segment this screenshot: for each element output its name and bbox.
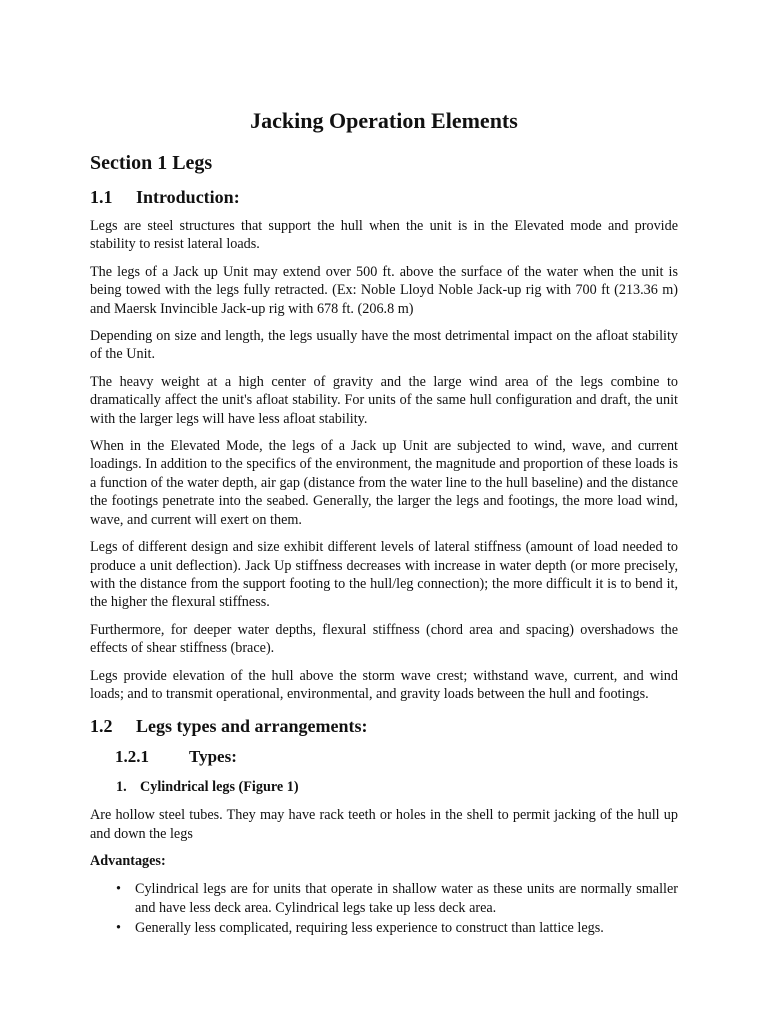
heading-text: Legs types and arrangements: <box>136 716 368 737</box>
heading-text: Introduction: <box>136 187 240 207</box>
document-title: Jacking Operation Elements <box>250 108 518 133</box>
advantages-label: Advantages: <box>90 853 166 870</box>
paragraph: Depending on size and length, the legs usually have the most detrimental impact on the afloat stability of the Unit. <box>90 328 678 363</box>
paragraph: Legs are steel structures that support the hull when the unit is in the Elevated mode and provide stability to resist lateral loads. <box>90 218 678 253</box>
heading-number: 1.2 <box>90 716 113 737</box>
advantages-list <box>90 880 678 937</box>
heading-number: 1.2.1 <box>115 747 149 767</box>
item-number: 1. <box>116 779 127 796</box>
item-title: Cylindrical legs (Figure 1) <box>140 779 299 796</box>
heading-number: 1.1 <box>90 187 113 207</box>
paragraph: Are hollow steel tubes. They may have rack teeth or holes in the shell to permit jacking of the hull up and down the legs <box>90 807 678 842</box>
paragraph: The heavy weight at a high center of gravity and the large wind area of the legs combine to dramatically affect the unit's afloat stability. For units of the same hull configuration and draft, the unit with the larger legs will have less afloat stability. <box>90 373 678 427</box>
list-item <box>90 880 678 917</box>
heading-1-2-1 <box>90 746 678 768</box>
paragraph: Legs of different design and size exhibit different levels of lateral stiffness (amount of load needed to produce a unit deflection). Jack Up stiffness decreases with increase in water depth (or more precisely, with the distance from the support footing to the hull/leg connection); the more difficult it is to bend it, the higher the flexural stiffness. <box>90 539 678 611</box>
numbered-item-heading <box>90 778 678 796</box>
paragraph: Legs provide elevation of the hull above the storm wave crest; withstand wave, current, and wind loads; and to transmit operational, environmental, and gravity loads between the hull and footings. <box>90 667 678 702</box>
bullet-icon: • <box>116 881 121 898</box>
paragraph: The legs of a Jack up Unit may extend over 500 ft. above the surface of the water when the unit is being towed with the legs fully retracted. (Ex: Noble Lloyd Noble Jack-up rig with 700 ft (213.36 m) and Maersk Invincible Jack-up rig with 678 ft. (206.8 m) <box>90 263 678 317</box>
list-item <box>90 919 678 937</box>
heading-1-1 <box>90 185 678 209</box>
list-item-text: Cylindrical legs are for units that operate in shallow water as these units are normally smaller and have less deck area. Cylindrical legs take up less deck area. <box>135 881 678 916</box>
paragraph: Furthermore, for deeper water depths, flexural stiffness (chord area and spacing) overshadows the effects of shear stiffness (brace). <box>90 621 678 657</box>
heading-text: Types: <box>189 747 237 767</box>
section-heading: Section 1 Legs <box>90 152 213 174</box>
indent-spacer <box>91 746 115 768</box>
heading-1-2 <box>90 714 678 738</box>
paragraph: When in the Elevated Mode, the legs of a Jack up Unit are subjected to wind, wave, and current loadings. In addition to the specifics of the environment, the magnitude and proportion of these loads is a function of the water depth, air gap (distance from the water line to the hull baseline) and the distance the footings penetrate into the seabed. Generally, the larger the legs and footings, the more load wind, wave, and current will exert on them. <box>90 438 678 528</box>
bullet-icon: • <box>116 919 121 936</box>
list-item-text: Generally less complicated, requiring less experience to construct than lattice legs. <box>135 919 604 936</box>
